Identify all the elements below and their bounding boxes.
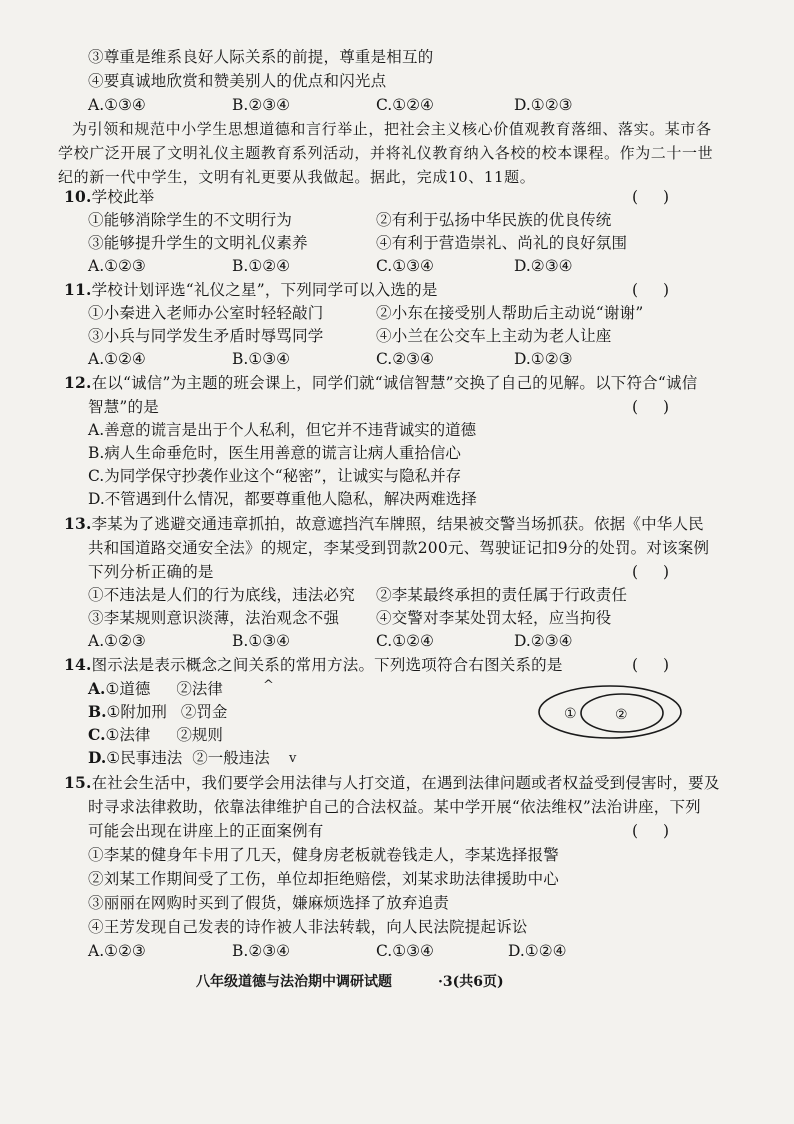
q15-item-3: ③丽丽在网购时买到了假货，嫌麻烦选择了放弃追责	[88, 894, 450, 912]
venn-diagram	[536, 682, 684, 742]
q15-option-b: B.②③④	[232, 942, 291, 960]
q11-option-b: B.①③④	[232, 350, 291, 368]
q15-option-c: C.①③④	[376, 942, 434, 960]
q9-option-c: C.①②④	[376, 96, 434, 114]
outer-circle	[539, 686, 681, 738]
q11-option-c: C.②③④	[376, 350, 434, 368]
q13-stem-line-3: 下列分析正确的是	[88, 563, 214, 581]
q13-stem-line-2: 共和国道路交通安全法》的规定，李某受到罚款200元、驾驶证记扣9分的处罚。对该案例	[88, 539, 710, 557]
q11-answer-paren: ( )	[632, 281, 680, 299]
q15-item-1: ①李某的健身年卡用了几天，健身房老板就卷钱走人，李某选择报警	[88, 846, 560, 864]
q9-option-d: D.①②③	[514, 96, 573, 114]
q12-option-d: D.不管遇到什么情况，都要尊重他人隐私，解决两难选择	[88, 490, 477, 508]
q10-option-a: A.①②③	[88, 257, 146, 275]
q12-option-c: C.为同学保守抄袭作业这个“秘密”，让诚实与隐私并存	[88, 467, 462, 485]
q10-item-4: ④有利于营造崇礼、尚礼的良好氛围	[376, 234, 628, 252]
q13-option-b: B.①③④	[232, 632, 291, 650]
q11-item-2: ②小东在接受别人帮助后主动说“谢谢”	[376, 304, 644, 322]
q15-option-a: A.①②③	[88, 942, 146, 960]
q15-answer-paren: ( )	[632, 822, 680, 840]
q12-answer-paren: ( )	[632, 398, 680, 416]
q11-item-4: ④小兰在公交车上主动为老人让座	[376, 327, 612, 345]
q11-stem: 11.学校计划评选“礼仪之星”，下列同学可以入选的是	[64, 280, 438, 299]
q15-stem-line-2: 时寻求法律救助，依靠法律维护自己的合法权益。某中学开展“依法维权”法治讲座，下列	[88, 798, 701, 816]
passage-line-3: 纪的新一代中学生，文明有礼更要从我做起。据此，完成10、11题。	[58, 168, 536, 186]
q11-option-a: A.①②④	[88, 350, 146, 368]
q10-option-b: B.①②④	[232, 257, 291, 275]
q9-option-a: A.①③④	[88, 96, 146, 114]
q12-stem-line-1: 12.在以“诚信”为主题的班会课上，同学们就“诚信智慧”交换了自己的见解。以下符合“诚信	[64, 373, 698, 392]
q9-item-3: ③尊重是维系良好人际关系的前提，尊重是相互的	[88, 48, 434, 66]
q14-answer-paren: ( )	[632, 656, 680, 674]
q13-item-1: ①不违法是人们的行为底线，违法必究	[88, 586, 355, 604]
q10-answer-paren: ( )	[632, 188, 680, 206]
q14-option-c: C.①法律 ②规则	[88, 725, 223, 744]
q14-option-d: D.①民事违法 ②一般违法	[88, 748, 270, 767]
footer-title: 八年级道德与法治期中调研试题	[196, 974, 392, 990]
passage-line-2: 学校广泛开展了文明礼仪主题教育系列活动，并将礼仪教育纳入各校的校本课程。作为二十一世	[58, 144, 714, 162]
footer-page-number: ·3(共6页)	[438, 974, 504, 990]
q11-item-3: ③小兵与同学发生矛盾时辱骂同学	[88, 327, 324, 345]
q11-item-1: ①小秦进入老师办公室时轻轻敲门	[88, 304, 324, 322]
q13-option-c: C.①②④	[376, 632, 434, 650]
inner-circle-label: ②	[615, 707, 628, 723]
q13-stem-line-1: 13.李某为了逃避交通违章抓拍，故意遮挡汽车牌照，结果被交警当场抓获。依据《中华人民	[64, 514, 704, 533]
q15-item-2: ②刘某工作期间受了工伤，单位却拒绝赔偿，刘某求助法律援助中心	[88, 870, 560, 888]
q9-item-4: ④要真诚地欣赏和赞美别人的优点和闪光点	[88, 72, 387, 90]
q14-option-a: A.①道德 ②法律	[88, 679, 223, 698]
q15-option-d: D.①②④	[508, 942, 567, 960]
outer-circle-label: ①	[564, 706, 577, 722]
q13-answer-paren: ( )	[632, 563, 680, 581]
q10-item-3: ③能够提升学生的文明礼仪素养	[88, 234, 308, 252]
q15-stem-line-3: 可能会出现在讲座上的正面案例有	[88, 822, 324, 840]
q10-item-2: ②有利于弘扬中华民族的优良传统	[376, 211, 612, 229]
q13-item-3: ③李某规则意识淡薄，法治观念不强	[88, 609, 340, 627]
q14-option-b: B.①附加刑 ②罚金	[88, 702, 228, 721]
passage-line-1: 为引领和规范中小学生思想道德和言行举止，把社会主义核心价值观教育落细、落实。某市各	[72, 120, 712, 138]
q9-option-b: B.②③④	[232, 96, 291, 114]
q10-stem: 10.学校此举	[64, 187, 155, 206]
q10-item-1: ①能够消除学生的不文明行为	[88, 211, 293, 229]
handwritten-caret-mark: ^	[263, 678, 274, 693]
q12-option-b: B.病人生命垂危时，医生用善意的谎言让病人重拾信心	[88, 444, 461, 462]
q11-option-d: D.①②③	[514, 350, 573, 368]
handwritten-check-mark: v	[289, 751, 297, 766]
q13-item-2: ②李某最终承担的责任属于行政责任	[376, 586, 628, 604]
q15-item-4: ④王芳发现自己发表的诗作被人非法转载，向人民法院提起诉讼	[88, 918, 528, 936]
q13-option-a: A.①②③	[88, 632, 146, 650]
q14-stem: 14.图示法是表示概念之间关系的常用方法。下列选项符合右图关系的是	[64, 655, 563, 674]
q15-stem-line-1: 15.在社会生活中，我们要学会用法律与人打交道，在遇到法律问题或者权益受到侵害时，要及	[64, 773, 720, 792]
q13-item-4: ④交警对李某处罚太轻，应当拘役	[376, 609, 612, 627]
q13-option-d: D.②③④	[514, 632, 573, 650]
q10-option-d: D.②③④	[514, 257, 573, 275]
q10-option-c: C.①③④	[376, 257, 434, 275]
q12-stem-line-2: 智慧”的是	[88, 398, 159, 416]
q12-option-a: A.善意的谎言是出于个人私利，但它并不违背诚实的道德	[88, 421, 477, 439]
